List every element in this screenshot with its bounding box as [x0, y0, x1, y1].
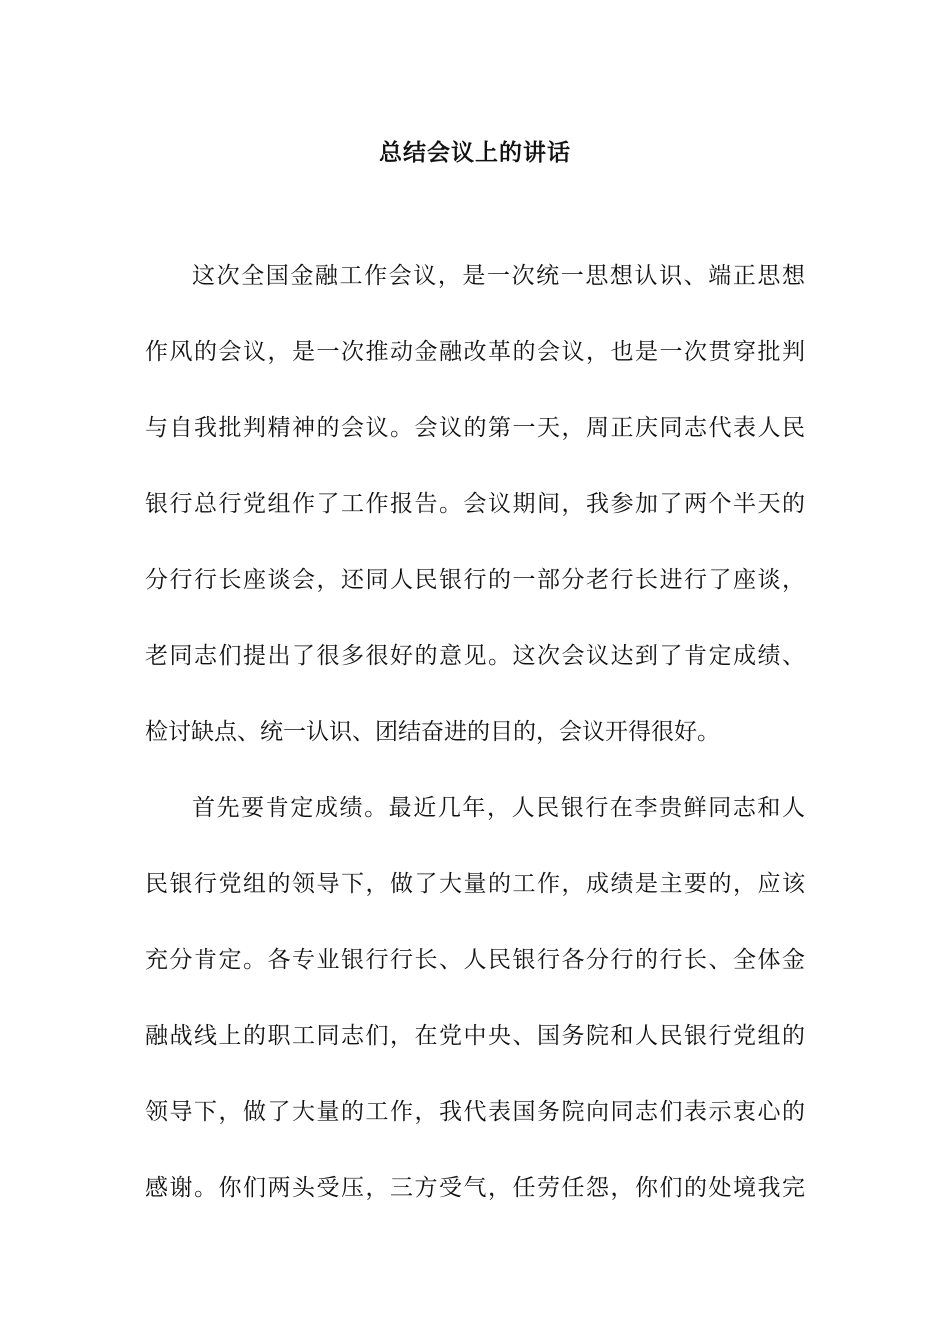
- paragraph-2-line-4: 融战线上的职工同志们，在党中央、国务院和人民银行党组的: [145, 1023, 805, 1049]
- document-title: 总结会议上的讲话: [379, 140, 571, 166]
- paragraph-1-line-5: 分行行长座谈会，还同人民银行的一部分老行长进行了座谈，: [145, 567, 805, 593]
- paragraph-2-line-2: 民银行党组的领导下，做了大量的工作，成绩是主要的，应该: [145, 871, 805, 897]
- paragraph-1-line-2: 作风的会议，是一次推动金融改革的会议，也是一次贯穿批判: [145, 339, 805, 365]
- paragraph-2-line-5: 领导下，做了大量的工作，我代表国务院向同志们表示衷心的: [145, 1099, 805, 1125]
- paragraph-1-line-7: 检讨缺点、统一认识、团结奋进的目的，会议开得很好。: [145, 719, 720, 745]
- paragraph-2-line-3: 充分肯定。各专业银行行长、人民银行各分行的行长、全体金: [145, 947, 805, 973]
- paragraph-1-line-3: 与自我批判精神的会议。会议的第一天，周正庆同志代表人民: [145, 415, 805, 441]
- paragraph-2-line-6: 感谢。你们两头受压，三方受气，任劳任怨，你们的处境我完: [145, 1175, 805, 1201]
- paragraph-1-line-6: 老同志们提出了很多很好的意见。这次会议达到了肯定成绩、: [145, 643, 805, 669]
- paragraph-2-line-1: 首先要肯定成绩。最近几年，人民银行在李贵鲜同志和人: [192, 795, 805, 821]
- paragraph-1-line-1: 这次全国金融工作会议，是一次统一思想认识、端正思想: [192, 263, 805, 289]
- document-body: [145, 256, 805, 1244]
- paragraph-1-line-4: 银行总行党组作了工作报告。会议期间，我参加了两个半天的: [145, 491, 805, 517]
